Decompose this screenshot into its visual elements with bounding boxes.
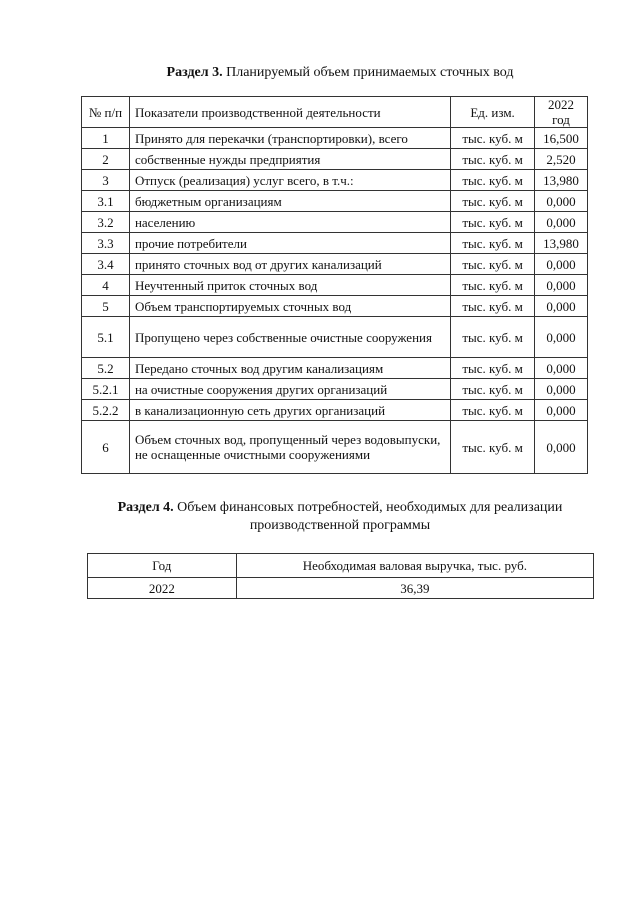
row-unit: тыс. куб. м — [451, 128, 535, 149]
row-unit: тыс. куб. м — [451, 191, 535, 212]
row-number: 3.1 — [82, 191, 130, 212]
table-row — [82, 191, 588, 212]
table-row — [82, 233, 588, 254]
section4-label: Раздел 4. — [117, 500, 174, 515]
table-row — [88, 578, 594, 599]
planned-wastewater-table — [81, 96, 588, 474]
header-number: № п/п — [82, 97, 130, 128]
table-row — [82, 275, 588, 296]
row-unit: тыс. куб. м — [451, 212, 535, 233]
header-year: Год — [88, 554, 237, 578]
row-year: 2022 — [88, 578, 237, 599]
row-value: 0,000 — [535, 317, 588, 358]
header-revenue: Необходимая валовая выручка, тыс. руб. — [236, 554, 593, 578]
row-value: 0,000 — [535, 191, 588, 212]
row-unit: тыс. куб. м — [451, 170, 535, 191]
row-unit: тыс. куб. м — [451, 149, 535, 170]
table-row — [82, 128, 588, 149]
row-number: 5 — [82, 296, 130, 317]
row-number: 3.3 — [82, 233, 130, 254]
row-unit: тыс. куб. м — [451, 317, 535, 358]
row-number: 3.2 — [82, 212, 130, 233]
table-row — [82, 212, 588, 233]
row-value: 0,000 — [535, 275, 588, 296]
row-indicator: Пропущено через собственные очистные сооружения — [129, 317, 450, 358]
table-row — [82, 254, 588, 275]
row-unit: тыс. куб. м — [451, 296, 535, 317]
section4-title-line2: производственной программы — [249, 518, 431, 533]
row-value: 0,000 — [535, 379, 588, 400]
section3-label: Раздел 3. — [166, 65, 223, 80]
row-indicator: Отпуск (реализация) услуг всего, в т.ч.: — [129, 170, 450, 191]
row-number: 5.2.2 — [82, 400, 130, 421]
row-number: 5.1 — [82, 317, 130, 358]
row-number: 5.2 — [82, 358, 130, 379]
row-number: 6 — [82, 421, 130, 474]
table-row — [82, 317, 588, 358]
table-header-row — [88, 554, 594, 578]
table-row — [82, 296, 588, 317]
row-number: 1 — [82, 128, 130, 149]
row-unit: тыс. куб. м — [451, 400, 535, 421]
section3-title — [0, 64, 640, 82]
row-indicator: принято сточных вод от других канализаций — [129, 254, 450, 275]
table-row — [82, 149, 588, 170]
row-value: 13,980 — [535, 233, 588, 254]
row-unit: тыс. куб. м — [451, 275, 535, 296]
row-number: 3 — [82, 170, 130, 191]
row-value: 0,000 — [535, 421, 588, 474]
row-indicator: Объем сточных вод, пропущенный через водовыпуски, не оснащенные очистными сооружениями — [129, 421, 450, 474]
section4-title-line1: Объем финансовых потребностей, необходимых для реализации — [177, 500, 563, 515]
row-unit: тыс. куб. м — [451, 233, 535, 254]
row-indicator: прочие потребители — [129, 233, 450, 254]
row-value: 16,500 — [535, 128, 588, 149]
table-row — [82, 379, 588, 400]
row-unit: тыс. куб. м — [451, 379, 535, 400]
row-indicator: на очистные сооружения других организаций — [129, 379, 450, 400]
row-value: 0,000 — [535, 400, 588, 421]
row-value: 0,000 — [535, 358, 588, 379]
header-unit: Ед. изм. — [451, 97, 535, 128]
row-value: 0,000 — [535, 296, 588, 317]
row-indicator: собственные нужды предприятия — [129, 149, 450, 170]
row-indicator: в канализационную сеть других организаций — [129, 400, 450, 421]
table-row — [82, 358, 588, 379]
row-indicator: населению — [129, 212, 450, 233]
row-value: 13,980 — [535, 170, 588, 191]
row-unit: тыс. куб. м — [451, 254, 535, 275]
section4-title — [0, 499, 640, 535]
header-year: 2022 год — [535, 97, 588, 128]
row-number: 2 — [82, 149, 130, 170]
row-value: 0,000 — [535, 254, 588, 275]
row-unit: тыс. куб. м — [451, 421, 535, 474]
row-indicator: Принято для перекачки (транспортировки), всего — [129, 128, 450, 149]
table-row — [82, 400, 588, 421]
row-indicator: Объем транспортируемых сточных вод — [129, 296, 450, 317]
table-header-row — [82, 97, 588, 128]
table-row — [82, 170, 588, 191]
section3-title-text: Планируемый объем принимаемых сточных вод — [226, 65, 514, 80]
row-indicator: Неучтенный приток сточных вод — [129, 275, 450, 296]
table-row — [82, 421, 588, 474]
header-indicator: Показатели производственной деятельности — [129, 97, 450, 128]
row-number: 4 — [82, 275, 130, 296]
row-indicator: бюджетным организациям — [129, 191, 450, 212]
row-indicator: Передано сточных вод другим канализациям — [129, 358, 450, 379]
row-unit: тыс. куб. м — [451, 358, 535, 379]
row-value: 2,520 — [535, 149, 588, 170]
row-number: 5.2.1 — [82, 379, 130, 400]
row-value: 0,000 — [535, 212, 588, 233]
financial-needs-table — [87, 553, 594, 599]
row-number: 3.4 — [82, 254, 130, 275]
row-revenue: 36,39 — [236, 578, 593, 599]
